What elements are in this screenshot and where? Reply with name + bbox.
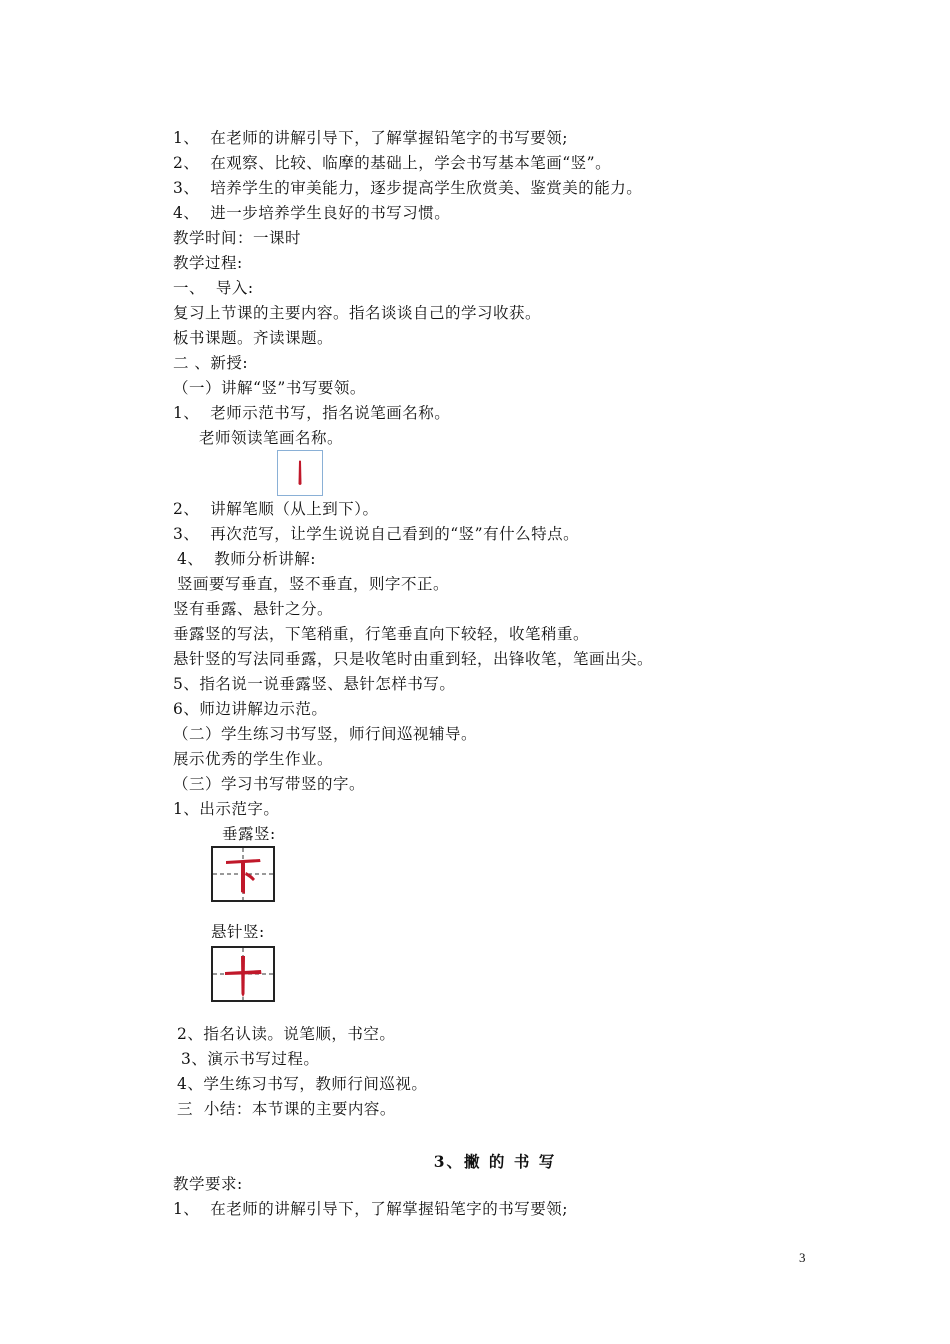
character-grid-shi <box>211 946 275 1002</box>
line-14: 2、 讲解笔顺（从上到下）。 <box>173 500 379 518</box>
line-30: 3、演示书写过程。 <box>181 1050 320 1068</box>
line-28: 悬针竖: <box>211 923 265 941</box>
line-4: 4、 进一步培养学生良好的书写习惯。 <box>173 204 451 222</box>
line-15: 3、 再次范写，让学生说说自己看到的“竖”有什么特点。 <box>173 525 580 543</box>
line-13: 老师领读笔画名称。 <box>199 429 344 447</box>
line-23: （二）学生练习书写竖，师行间巡视辅导。 <box>173 725 478 743</box>
line-29: 2、指名认读。说笔顺，书空。 <box>177 1025 396 1043</box>
line-2: 2、 在观察、比较、临摩的基础上，学会书写基本笔画“竖”。 <box>173 154 612 172</box>
line-32: 三 小结：本节课的主要内容。 <box>177 1100 396 1118</box>
line-22: 6、师边讲解边示范。 <box>173 700 328 718</box>
line-25: （三）学习书写带竖的字。 <box>173 775 366 793</box>
character-grid-xia <box>211 846 275 902</box>
line-21: 5、指名说一说垂露竖、悬针怎样书写。 <box>173 675 456 693</box>
line-27: 垂露竖: <box>222 825 276 843</box>
section-heading: 3、撇 的 书 写 <box>433 1152 557 1171</box>
line-17: 竖画要写垂直，竖不垂直，则字不正。 <box>177 575 450 593</box>
line-19: 垂露竖的写法，下笔稍重，行笔垂直向下较轻，收笔稍重。 <box>173 625 590 643</box>
line-3: 3、 培养学生的审美能力，逐步提高学生欣赏美、鉴赏美的能力。 <box>173 179 643 197</box>
line-33: 教学要求: <box>173 1175 243 1193</box>
line-10: 二 、新授: <box>173 354 249 372</box>
line-1: 1、 在老师的讲解引导下，了解掌握铅笔字的书写要领; <box>173 129 568 147</box>
line-5: 教学时间：一课时 <box>173 229 302 247</box>
line-8: 复习上节课的主要内容。指名谈谈自己的学习收获。 <box>173 304 542 322</box>
line-34: 1、 在老师的讲解引导下，了解掌握铅笔字的书写要领; <box>173 1200 568 1218</box>
line-9: 板书课题。齐读课题。 <box>173 329 334 347</box>
vertical-stroke <box>299 461 302 486</box>
vertical-stroke-example <box>277 450 323 496</box>
line-18: 竖有垂露、悬针之分。 <box>173 600 334 618</box>
line-20: 悬针竖的写法同垂露，只是收笔时由重到轻，出锋收笔，笔画出尖。 <box>173 650 654 668</box>
line-6: 教学过程: <box>173 254 243 272</box>
line-11: （一）讲解“竖”书写要领。 <box>173 379 366 397</box>
line-7: 一、 导入: <box>173 279 254 297</box>
line-24: 展示优秀的学生作业。 <box>173 750 334 768</box>
line-16: 4、 教师分析讲解: <box>177 550 316 568</box>
line-12: 1、 老师示范书写，指名说笔画名称。 <box>173 404 451 422</box>
line-31: 4、学生练习书写，教师行间巡视。 <box>177 1075 428 1093</box>
line-26: 1、出示范字。 <box>173 800 280 818</box>
page-number: 3 <box>799 1250 806 1265</box>
